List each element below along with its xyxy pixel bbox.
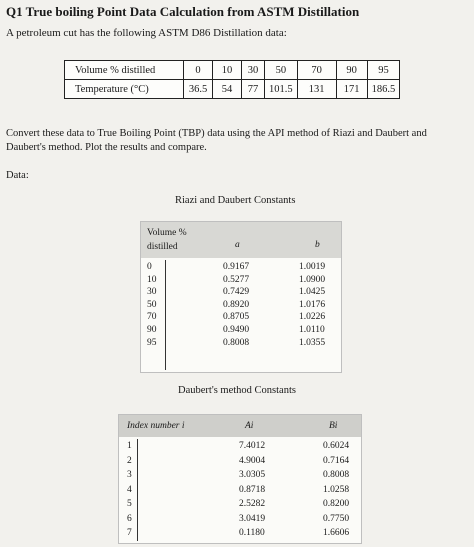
table-row (141, 312, 341, 325)
table-cell: 54 (213, 80, 242, 99)
daubert-table-title: Daubert's method Constants (178, 385, 296, 396)
table-cell: 1.0355 (299, 337, 326, 348)
column-header: Volume % (147, 228, 187, 238)
table-cell: 4 (127, 484, 132, 495)
table-cell: 77 (242, 80, 265, 99)
table-cell: 0.8008 (223, 337, 250, 348)
table-row (65, 80, 400, 99)
table-row (141, 338, 341, 351)
table-row (119, 514, 361, 529)
table-cell: 131 (297, 80, 336, 99)
table-cell: 6 (127, 513, 132, 524)
table-cell: 3 (127, 470, 132, 480)
table-cell: 90 (336, 61, 367, 80)
table-cell: 171 (336, 80, 367, 99)
table-row (119, 528, 361, 543)
table-cell: 0.8200 (323, 499, 350, 509)
table-cell: 1.6606 (323, 528, 350, 538)
column-header: distilled (147, 242, 178, 252)
table-cell: 0.7750 (323, 513, 350, 524)
table-row (141, 262, 341, 275)
table-cell: 1.0425 (299, 287, 326, 298)
table-cell: 3.0305 (239, 470, 266, 480)
riazi-constants-table (140, 221, 342, 373)
table-cell: 50 (265, 61, 298, 80)
column-header: Bi (329, 421, 338, 431)
table-cell: 0.7164 (323, 455, 350, 466)
table-cell: 0.8705 (223, 312, 250, 323)
table-cell: 1 (127, 441, 132, 451)
table-cell: 95 (147, 337, 157, 348)
table-cell: 4.9004 (239, 455, 266, 466)
table-cell: 2 (127, 455, 132, 466)
table-cell: 0.8008 (323, 470, 350, 480)
table-cell: 0.5277 (223, 274, 250, 285)
table-row (119, 499, 361, 514)
table-cell: 10 (147, 274, 157, 285)
question-title: Q1 True boiling Point Data Calculation from ASTM Distillation (6, 4, 360, 19)
table-cell: 1.0258 (323, 484, 350, 495)
table-cell: 7 (127, 528, 132, 538)
column-header: a (235, 240, 240, 250)
table-body (141, 262, 341, 350)
table-cell: 0 (147, 262, 152, 272)
row-header: Volume % distilled (65, 61, 184, 80)
table-cell: 0.9167 (223, 262, 250, 272)
instruction-text: Convert these data to True Boiling Point (TBP) data using the API method of Riazi and Daubert and Daubert's method. Plot the results and compare. (6, 128, 427, 153)
table-cell: 70 (297, 61, 336, 80)
table-cell: 90 (147, 324, 157, 335)
table-row (141, 325, 341, 338)
table-row (141, 287, 341, 300)
table-cell: 2.5282 (239, 499, 266, 509)
table-cell: 0.7429 (223, 287, 250, 298)
table-cell: 0 (184, 61, 213, 80)
column-header: Index number i (127, 421, 185, 431)
table-cell: 1.0226 (299, 312, 326, 323)
table-cell: 5 (127, 499, 132, 509)
row-header: Temperature (°C) (65, 80, 184, 99)
column-header: Ai (245, 421, 254, 431)
astm-distillation-table (64, 60, 400, 99)
table-row (119, 485, 361, 500)
intro-text: A petroleum cut has the following ASTM D86 Distillation data: (6, 27, 287, 39)
table-row (119, 456, 361, 471)
table-cell: 0.8920 (223, 299, 250, 310)
table-row (141, 275, 341, 288)
table-cell: 1.0900 (299, 274, 326, 285)
table-cell: 1.0176 (299, 299, 326, 310)
table-cell: 3.0419 (239, 513, 266, 524)
column-header: b (315, 240, 320, 250)
table-cell: 0.9490 (223, 324, 250, 335)
table-cell: 70 (147, 312, 157, 323)
table-cell: 10 (213, 61, 242, 80)
table-cell: 0.1180 (239, 528, 265, 538)
table-header (141, 222, 341, 258)
table-header (119, 415, 361, 437)
table-cell: 0.6024 (323, 441, 350, 451)
table-row (119, 470, 361, 485)
table-cell: 101.5 (265, 80, 298, 99)
daubert-constants-table (118, 414, 362, 544)
table-row (65, 61, 400, 80)
data-label: Data: (6, 170, 29, 181)
riazi-table-title: Riazi and Daubert Constants (175, 195, 296, 206)
table-row (141, 300, 341, 313)
table-cell: 50 (147, 299, 157, 310)
table-cell: 1.0019 (299, 262, 326, 272)
table-body (119, 441, 361, 543)
table-cell: 30 (242, 61, 265, 80)
table-cell: 0.8718 (239, 484, 266, 495)
table-row (119, 441, 361, 456)
table-cell: 1.0110 (299, 324, 325, 335)
table-cell: 36.5 (184, 80, 213, 99)
table-cell: 7.4012 (239, 441, 266, 451)
table-cell: 186.5 (367, 80, 400, 99)
table-cell: 95 (367, 61, 400, 80)
table-cell: 30 (147, 287, 157, 298)
